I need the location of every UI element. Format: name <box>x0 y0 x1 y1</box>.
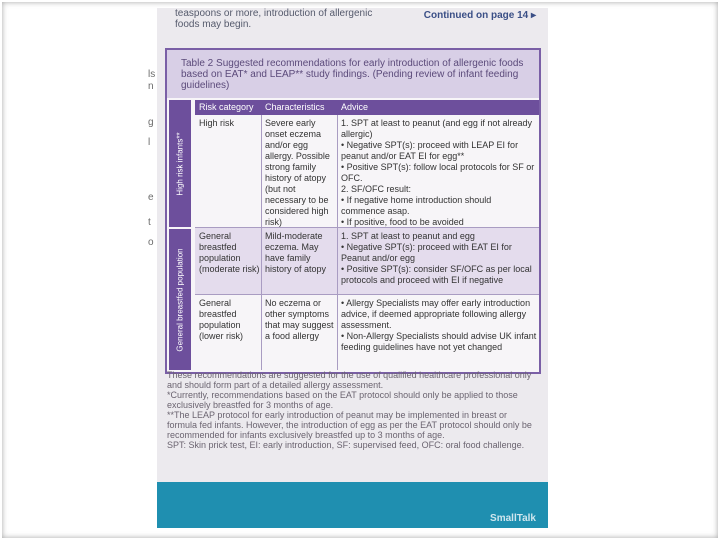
cell-advice: • Allergy Specialists may offer early introduction advice, if deemed appropriate following allergy assessment. • Non-Allergy Specialists should advise UK infant feeding guidelines have not yet changed <box>341 298 537 352</box>
group-label-general: General breastfed population <box>169 229 191 370</box>
cell-risk: General breastfed population (moderate risk) <box>199 231 260 274</box>
cell-risk: General breastfed population (lower risk) <box>199 298 243 341</box>
header-advice: Advice <box>341 102 369 112</box>
table-row <box>195 295 539 370</box>
group-label-high-risk: High risk infants** <box>169 100 191 227</box>
table-header <box>195 100 539 115</box>
document-photo <box>157 8 548 528</box>
header-characteristics: Characteristics <box>265 102 325 112</box>
footer-band <box>157 482 548 528</box>
table-row <box>195 115 539 227</box>
cell-advice: 1. SPT at least to peanut and egg • Negative SPT(s): proceed with EAT EI for Peanut and/or egg • Positive SPT(s): consider SF/OFC as per local protocols and proceed with EI if negative <box>341 231 532 285</box>
cell-characteristics: No eczema or other symptoms that may suggest a food allergy <box>265 298 334 341</box>
table-caption: Table 2 Suggested recommendations for early introduction of allergenic foods based on EAT* and LEAP** study findings. (Pending review of infant feeding guidelines) <box>181 58 524 91</box>
header-risk-category: Risk category <box>199 102 254 112</box>
continued-note: Continued on page 14 ▸ <box>423 10 536 21</box>
table-row <box>195 228 539 294</box>
cell-characteristics: Mild-moderate eczema. May have family history of atopy <box>265 231 327 274</box>
top-paragraph-text: teaspoons or more, introduction of allergenic foods may begin. <box>175 8 373 30</box>
column-divider <box>337 115 338 370</box>
smalltalk-logo: SmallTalk <box>490 513 536 524</box>
cell-risk: High risk <box>199 118 235 128</box>
cell-advice: 1. SPT at least to peanut (and egg if not already allergic) • Negative SPT(s): proceed with LEAP EI for peanut and/or EAT EI for egg** • Positive SPT(s): follow local protocols for SF or OFC. 2. SF/OFC result: • If negative home introduction should commence asap. • If positive, food to be avoided <box>341 118 535 227</box>
cell-characteristics: Severe early onset eczema and/or egg allergy. Possible strong family history of atopy (but not necessary to be considered high risk) <box>265 118 330 227</box>
recommendations-table <box>165 48 541 374</box>
table-footnotes: These recommendations are suggested for the use of qualified healthcare professional only and should form part of a detailed allergy assessment. *Currently, recommendations based on the EAT protocol should only be applied to those exclusively breastfed for 3 months of age. **The LEAP protocol for early introduction of peanut may be implemented in breast or formula fed infants. However, the introduction of egg as per the EAT protocol should only be recommended for infants exclusively breastfed up to 3 months of age. SPT: Skin prick test, EI: early introduction, SF: supervised feed, OFC: oral food challenge. <box>167 370 532 450</box>
column-divider <box>261 115 262 370</box>
